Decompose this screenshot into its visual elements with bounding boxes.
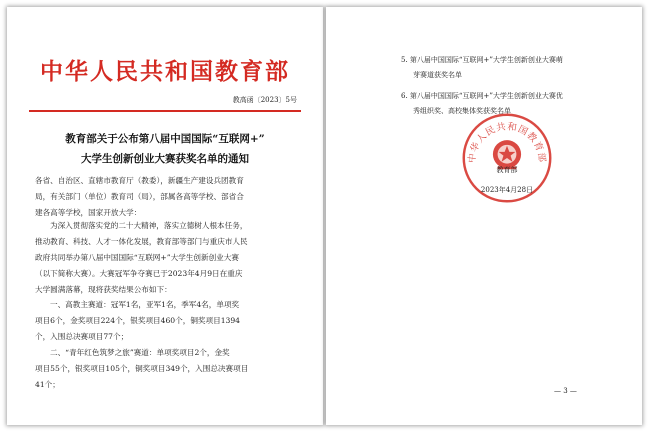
intro-line: 推动教育、科技、人才一体化发展，教育部等部门与重庆市人民 (35, 237, 248, 246)
intro-line: 为深入贯彻落实党的二十大精神，落实立德树人根本任务， (50, 221, 248, 230)
award-line: 一、高教主赛道：冠军1名，亚军1名，季军4名，单项奖 (50, 300, 240, 309)
award-item-1 (35, 297, 297, 345)
award-line: 41个； (35, 380, 60, 389)
award-item-2 (35, 345, 297, 393)
issuer-header: 中华人民共和国教育部 (40, 58, 290, 85)
page-left (7, 7, 323, 425)
page-number: — 3 — (554, 387, 577, 395)
award-line: 项目55个，银奖项目105个，铜奖项目349个，入围总决赛项目 (35, 364, 249, 373)
attachment-item-5 (401, 53, 601, 83)
addressee-block (35, 173, 297, 221)
attachment-line: 秀组织奖、高校集体奖获奖名单 (413, 107, 511, 115)
award-line: 项目6个，金奖项目224个，银奖项目460个，铜奖项目1394 (35, 316, 241, 325)
page-right (326, 7, 642, 425)
intro-line: 政府共同举办第八届中国国际“互联网+”大学生创新创业大赛 (35, 253, 239, 262)
issue-date: 2023年4月28日 (480, 186, 534, 194)
attachment-line: 5. 第八届中国国际“互联网+”大学生创新创业大赛萌 (401, 56, 563, 64)
intro-paragraph (35, 218, 297, 298)
award-line: 二、“青年红色筑梦之旅”赛道：单项奖项目2个，金奖 (50, 348, 230, 357)
attachment-line: 6. 第八届中国国际“互联网+”大学生创新创业大赛优 (401, 92, 563, 100)
notice-title-line-2: 大学生创新创业大赛获奖名单的通知 (81, 153, 249, 165)
award-line: 个，入围总决赛项目77个； (35, 332, 129, 341)
issuing-organization: 教育部 (496, 166, 518, 174)
notice-title-line-1: 教育部关于公布第八届中国国际“互联网+” (65, 133, 265, 145)
attachment-line: 芽赛道获奖名单 (413, 71, 462, 79)
red-divider-line (29, 110, 301, 112)
document-number: 教高函〔2023〕5号 (232, 96, 297, 104)
addressee-line: 各省、自治区、直辖市教育厅（教委），新疆生产建设兵团教育 (35, 176, 244, 185)
intro-line: （以下简称大赛）。大赛冠军争夺赛已于2023年4月9日在重庆 (35, 269, 243, 278)
intro-line: 大学圆满落幕，现将获奖结果公布如下： (35, 285, 172, 294)
addressee-line: 局，有关部门（单位）教育司（局），部属各高等学校、部省合 (35, 192, 244, 201)
addressee-line: 建各高等学校，国家开放大学： (35, 208, 142, 217)
seal-ring-text: 中华人民共和国教育部 (466, 121, 548, 164)
